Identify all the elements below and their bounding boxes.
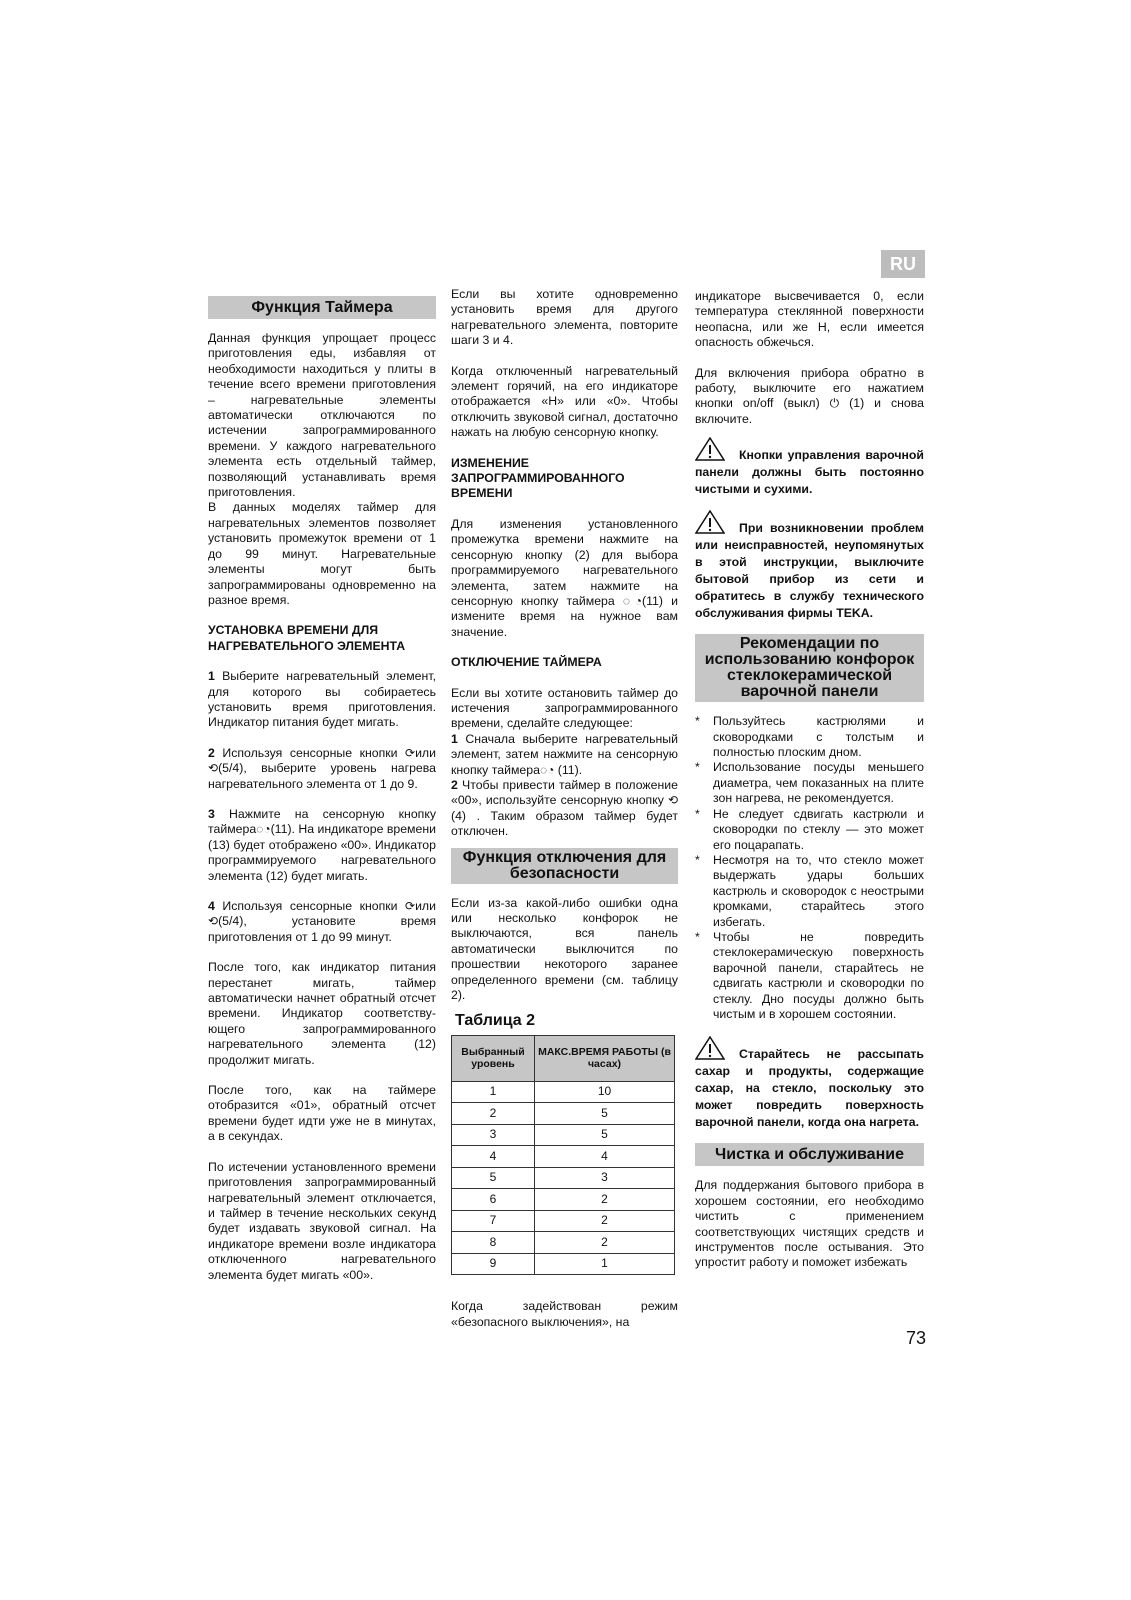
section-title-recommendations: Рекомендации по использованию конфорок стеклокерамической варочной панели xyxy=(695,634,924,702)
warning-icon xyxy=(695,510,725,534)
table-cell: 2 xyxy=(535,1232,675,1254)
table-cell: 9 xyxy=(452,1253,535,1275)
paragraph: По истечении установленного времени приготовления запрограммированный нагревательный элемент отключается, и таймер в течение нескольких секунд будет издавать звуковой сигнал. На индикаторе времени возле индикатора отключенного нагревательного элемента будет мигать «00». xyxy=(208,1159,436,1282)
step-2 xyxy=(451,778,678,840)
table-cell: 3 xyxy=(535,1167,675,1189)
warning-icon xyxy=(695,437,725,461)
table-row xyxy=(452,1081,675,1103)
paragraph: Если вы хотите остановить таймер до истечения запрограммированного времени, сделайте следующее: xyxy=(451,685,678,731)
step-number: 1 xyxy=(451,731,458,746)
paragraph xyxy=(695,366,924,428)
step-text: Используя сенсорные кнопки xyxy=(222,745,398,760)
paragraph: Когда задействован режим «безопасного выключения», на xyxy=(451,1299,678,1329)
table-row xyxy=(452,1146,675,1168)
table-row xyxy=(452,1210,675,1232)
paragraph: После того, как индикатор питания перестанет мигать, таймер автоматически начнет обратный отсчет времени. Индикатор соответству- ющего запрограммированного нагревательного элемента (12) продолжит мигать. xyxy=(208,960,436,1067)
step-number: 2 xyxy=(451,777,458,792)
step-text: Сначала выберите нагревательный элемент, затем нажмите на сенсорную кнопку таймера xyxy=(451,731,678,777)
paragraph: Если вы хотите одновременно установить время для другого нагревательного элемента, повторите шаги 3 и 4. xyxy=(451,287,678,348)
list-item: * Пользуйтесь кастрюлями и сковородками с толстым и полностью плоским дном. xyxy=(695,714,924,760)
warning-text: При возникновении проблем или неисправностей, неупомянутых в этой инструкции, выключите бытовой прибор из сети и обратитесь в службу технического обслуживания фирмы TEKA. xyxy=(695,521,924,621)
language-badge: RU xyxy=(881,250,925,278)
step-text: Используя сенсорные кнопки xyxy=(222,899,398,913)
step-text: Чтобы привести таймер в положение «00», используйте сенсорную кнопку xyxy=(451,777,679,808)
table-row xyxy=(452,1103,675,1125)
table-cell: 7 xyxy=(452,1210,535,1232)
step-text: Нажмите на сенсорную кнопку таймера xyxy=(208,806,436,837)
table-row xyxy=(452,1167,675,1189)
list-item: * Не следует сдвигать кастрюли и сковородки по стеклу — это может его поцарапать. xyxy=(695,807,924,853)
table-cell: 4 xyxy=(452,1146,535,1168)
step-text: или xyxy=(415,745,436,760)
plus-button-icon: ⟳ xyxy=(405,745,416,760)
list-item: * Несмотря на то, что стекло может выдержать удары больших кастрюль и сковородок с неострыми кромками, старайтесь этого избегать. xyxy=(695,853,924,930)
subsection-title: УСТАНОВКА ВРЕМЕНИ ДЛЯ НАГРЕВАТЕЛЬНОГО ЭЛЕМЕНТА xyxy=(208,623,406,653)
paragraph: В данных моделях таймер для нагревательных элементов позволяет установить промежуток времени от 1 до 99 минут. Нагревательные элементы могут быть запрограммированы одновременно на разное время. xyxy=(208,500,436,607)
paragraph: Данная функция упрощает процесс приготовления еды, избавляя от необходимости находиться у плиты в течение всего времени приготовления – нагревательные элементы автоматически отключаются по истечении запрограммированного времени. У каждого нагревательного элемента есть отдельный таймер, позволяющий устанавливать время приготовления. xyxy=(208,331,436,500)
list-item: * Чтобы не повредить стеклокерамическую поверхность варочной панели, старайтесь не сдвигать кастрюли и сковородки по стеклу. Дно посуды должно быть чистым и в хорошем состоянии. xyxy=(695,930,924,1022)
timer-button-icon: ◌◔ xyxy=(539,762,555,777)
table-cell: 2 xyxy=(452,1103,535,1125)
step-number: 3 xyxy=(208,806,215,821)
step-text: Выберите нагревательный элемент, для которого вы собираетесь установить время приготовления. Индикатор питания будет мигать. xyxy=(208,669,436,730)
recommendations-list xyxy=(695,714,924,1022)
table-row xyxy=(452,1232,675,1254)
text: (1) и снова включите. xyxy=(695,396,924,426)
power-button-icon: ⏻ xyxy=(829,396,840,411)
subsection-title: ИЗМЕНЕНИЕ ЗАПРОГРАММИРОВАННОГО ВРЕМЕНИ xyxy=(451,455,625,501)
table-cell: 10 xyxy=(535,1081,675,1103)
text: (11) и измените время на нужное вам значение. xyxy=(451,593,678,639)
table-cell: 3 xyxy=(452,1124,535,1146)
minus-button-icon: ⟲ xyxy=(208,761,219,776)
step-text: (11). xyxy=(557,762,583,777)
section-title-cleaning: Чистка и обслуживание xyxy=(695,1143,924,1166)
warning-notice xyxy=(695,510,924,622)
column-2 xyxy=(451,287,678,1345)
warning-notice xyxy=(695,1036,924,1131)
plus-button-icon: ⟳ xyxy=(405,899,416,913)
minus-button-icon: ⟲ xyxy=(208,914,219,929)
table-cell: 1 xyxy=(535,1253,675,1275)
step-4 xyxy=(208,899,436,945)
text: Для включения прибора обратно в работу, выключите его нажатием кнопки on/off (выкл) xyxy=(695,365,924,411)
warning-text: Старайтесь не рассыпать сахар и продукты, содержащие сахар, на стекло, поскольку это может повредить поверхность варочной панели, когда она нагрета. xyxy=(695,1047,924,1130)
section-title-timer: Функция Таймера xyxy=(208,296,436,319)
table-cell: 8 xyxy=(452,1232,535,1254)
timer-button-icon: ◌◔ xyxy=(622,593,643,608)
warning-text: Кнопки управления варочной панели должны быть постоянно чистыми и сухими. xyxy=(695,448,924,497)
table-cell: 1 xyxy=(452,1081,535,1103)
warning-icon xyxy=(695,1036,725,1060)
step-2 xyxy=(208,746,436,792)
step-1 xyxy=(451,732,678,778)
timer-button-icon: ◌◔ xyxy=(256,822,271,837)
paragraph: Для поддержания бытового прибора в хорошем состоянии, его необходимо чистить с применением соответствующих чистящих средств и инструментов после остывания. Это упростит работу и поможет избежать xyxy=(695,1178,924,1270)
paragraph: Когда отключенный нагревательный элемент горячий, на его индикаторе отображается «H» или «0». Чтобы отключить звуковой сигнал, достаточно нажать на любую сенсорную кнопку. xyxy=(451,363,678,440)
table-header: Выбранный уровень xyxy=(452,1035,535,1081)
table-cell: 6 xyxy=(452,1189,535,1211)
table-cell: 2 xyxy=(535,1189,675,1211)
minus-button-icon: ⟲ xyxy=(667,793,678,808)
subsection-title: ОТКЛЮЧЕНИЕ ТАЙМЕРА xyxy=(451,655,602,670)
table-cell: 2 xyxy=(535,1210,675,1232)
step-number: 1 xyxy=(208,669,215,684)
table-2 xyxy=(451,1035,675,1276)
table-cell: 4 xyxy=(535,1146,675,1168)
step-text: (5/4), выберите уровень нагрева нагревательного элемента от 1 до 9. xyxy=(208,761,436,791)
step-text: или xyxy=(415,899,436,913)
step-3 xyxy=(208,807,436,884)
list-item: * Использование посуды меньшего диаметра, чем показанных на плите зон нагрева, не рекомендуется. xyxy=(695,760,924,806)
table-cell: 5 xyxy=(452,1167,535,1189)
paragraph: Если из-за какой-либо ошибки одна или несколько конфорок не выключаются, вся панель автоматически выключится по прошествии некоторого заранее определенного времени (см. таблицу 2). xyxy=(451,895,678,1003)
step-1 xyxy=(208,669,436,731)
table-row xyxy=(452,1253,675,1275)
step-text: (5/4), установите время приготовления от 1 до 99 минут. xyxy=(208,914,436,944)
step-number: 2 xyxy=(208,745,215,760)
table-cell: 5 xyxy=(535,1124,675,1146)
column-3 xyxy=(695,289,924,1286)
paragraph xyxy=(451,517,678,640)
table-row xyxy=(452,1124,675,1146)
paragraph: После того, как на таймере отобразится «01», обратный отсчет времени будет идти уже не в минутах, а в секундах. xyxy=(208,1083,436,1144)
table-cell: 5 xyxy=(535,1103,675,1125)
step-number: 4 xyxy=(208,899,215,913)
table-row xyxy=(452,1189,675,1211)
paragraph: индикаторе высвечивается 0, если температура стеклянной поверхности неопасна, или же H, если имеется опасность обжечься. xyxy=(695,289,924,350)
table-title: Таблица 2 xyxy=(455,1012,536,1030)
table-header: МАКС.ВРЕМЯ РАБОТЫ (в часах) xyxy=(535,1035,675,1081)
text: Для изменения установленного промежутка времени нажмите на сенсорную кнопку (2) для выбора программируемого нагревательного элемента, затем нажмите на сенсорную кнопку таймера xyxy=(451,516,678,608)
section-title-safety: Функция отключения для безопасности xyxy=(451,848,678,884)
step-text: (11). На индикаторе времени (13) будет отображено «00». Индикатор программируемого нагревательного элемента (12) будет мигать. xyxy=(208,822,437,883)
page-number: 73 xyxy=(906,1328,927,1348)
column-1 xyxy=(208,296,436,1298)
step-text: (4) . Таким образом таймер будет отключен. xyxy=(451,808,678,839)
warning-notice xyxy=(695,437,924,498)
